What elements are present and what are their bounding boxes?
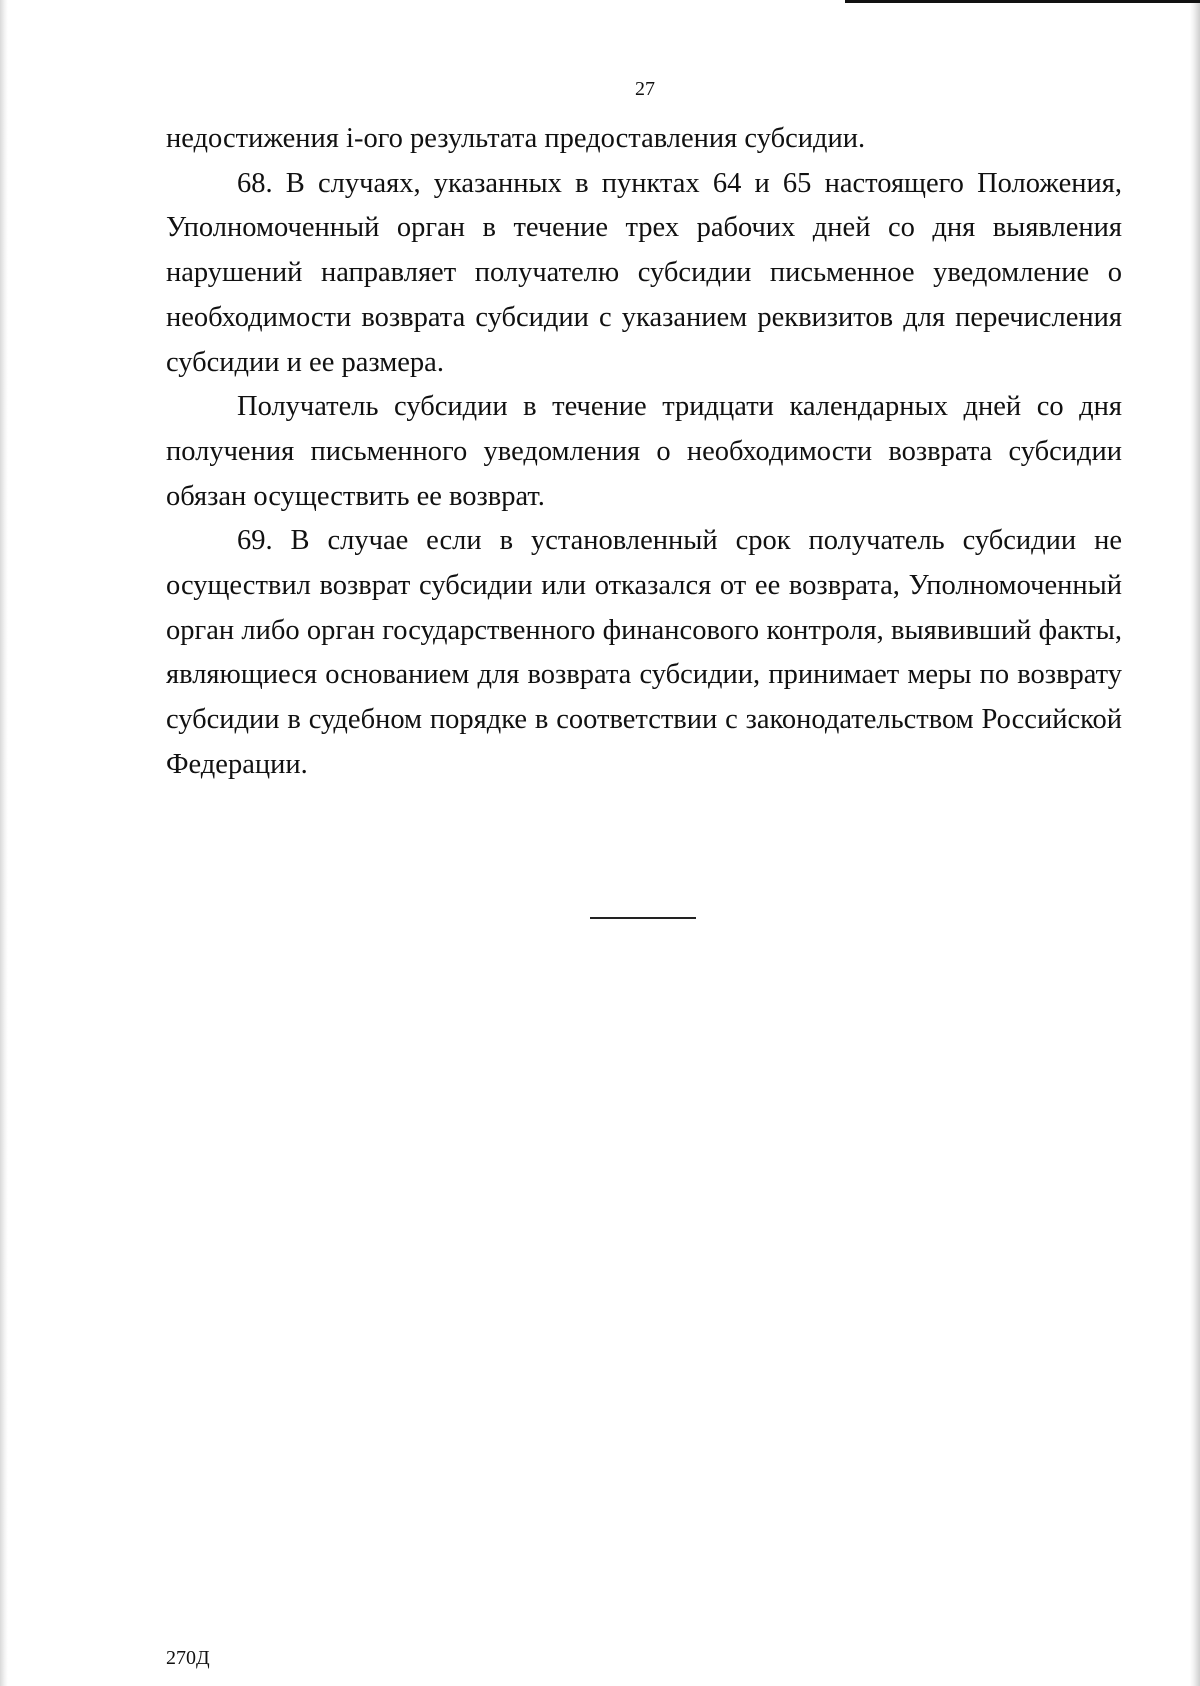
document-code: 270Д (166, 1647, 210, 1669)
paragraph-68-return-term: Получатель субсидии в течение тридцати календарных дней со дня получения письменного уведомления о необходимости возврата субсидии обязан осуществить ее возврат. (166, 391, 1122, 512)
scan-edge-right (1190, 0, 1200, 1686)
top-rule (845, 0, 1200, 3)
page-number: 27 (635, 78, 655, 100)
paragraph-69: 69. В случае если в установленный срок получатель субсидии не осуществил возврат субсидии или отказался от ее возврата, Уполномоченный орган либо орган государственного финансового контроля, выявивший факты, являющиеся основанием для возврата субсидии, принимает меры по возврату субсидии в судебном порядке в соответствии с законодательством Российской Федерации. (166, 525, 1122, 780)
scan-edge-left (0, 0, 8, 1686)
end-of-document-rule (590, 917, 696, 919)
document-body (166, 117, 1122, 788)
paragraph-continuation: недостижения i-ого результата предоставления субсидии. (166, 123, 866, 154)
paragraph-68: 68. В случаях, указанных в пунктах 64 и 65 настоящего Положения, Уполномоченный орган в течение трех рабочих дней со дня выявления нарушений направляет получателю субсидии письменное уведомление о необходимости возврата субсидии с указанием реквизитов для перечисления субсидии и ее размера. (166, 167, 1122, 378)
